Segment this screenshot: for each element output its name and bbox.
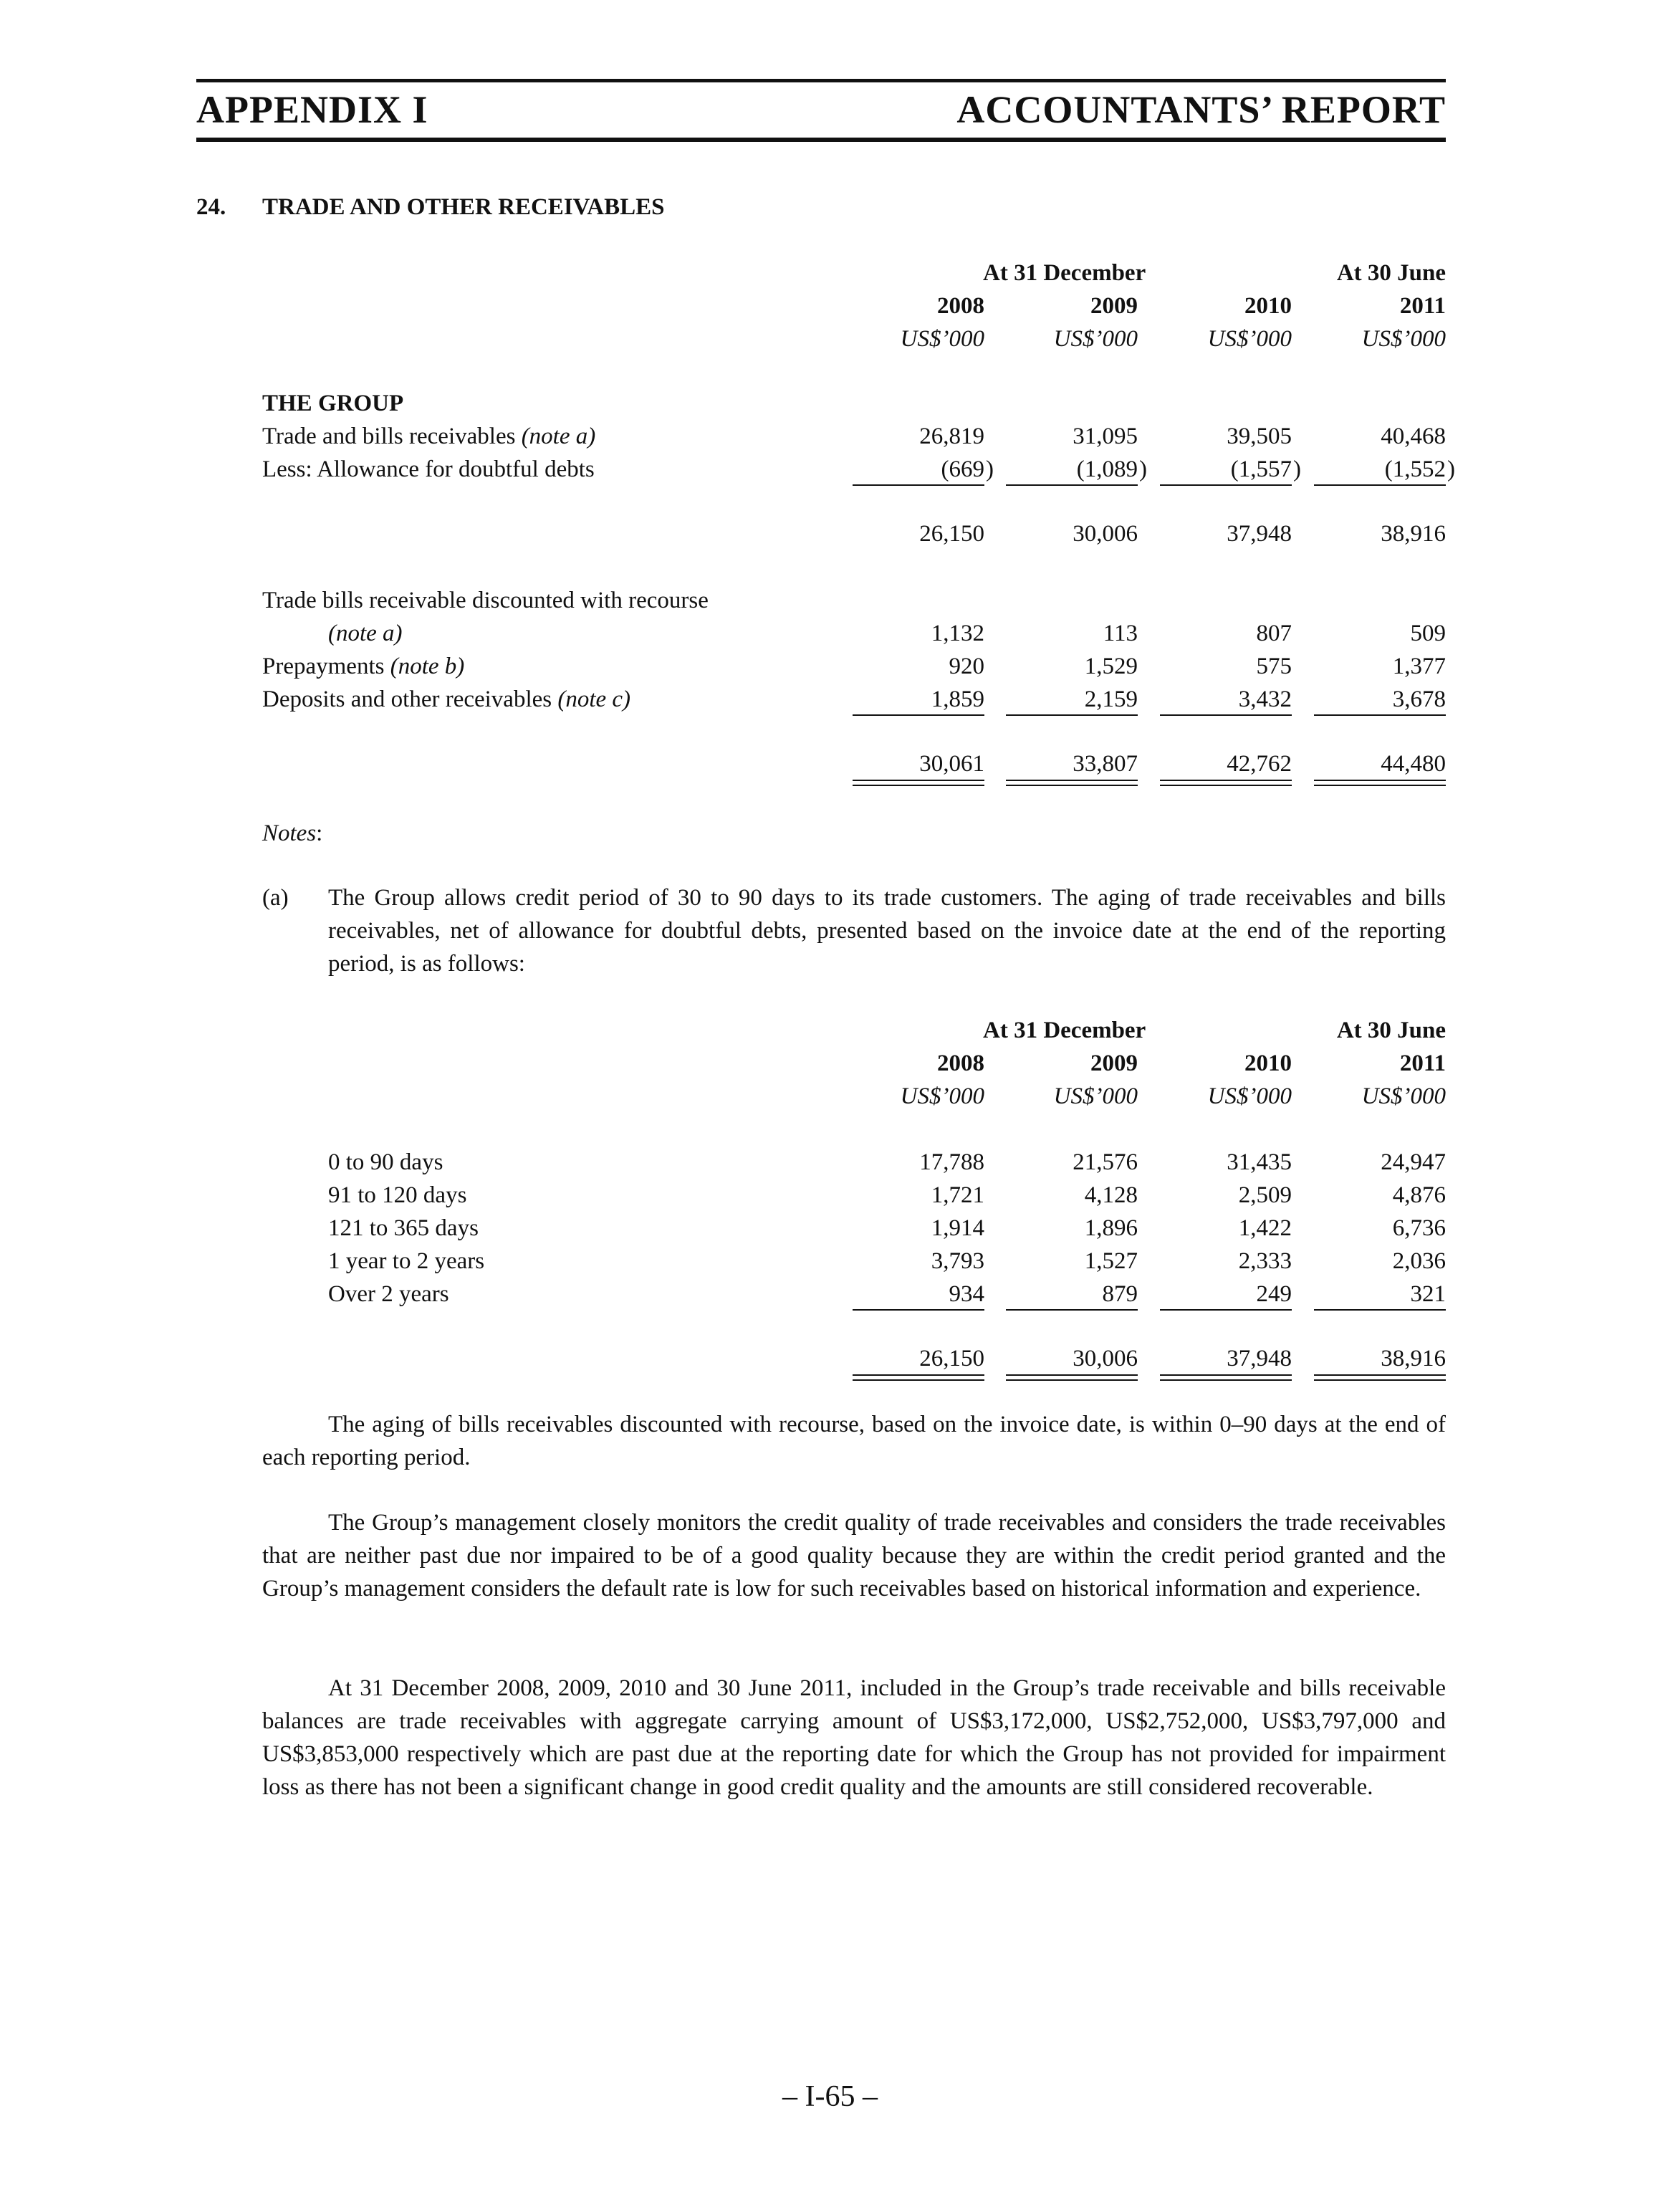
table-cell: 1,914 bbox=[931, 1215, 984, 1241]
double-underline bbox=[853, 780, 984, 786]
table-cell: 920 bbox=[949, 653, 984, 679]
closing-paren: ) bbox=[1293, 456, 1301, 482]
total-cell: 44,480 bbox=[1381, 751, 1446, 777]
year-header: 2009 bbox=[1090, 293, 1138, 319]
year-header: 2010 bbox=[1244, 293, 1292, 319]
table-cell: 3,678 bbox=[1392, 686, 1446, 712]
unit-header: US$’000 bbox=[1361, 326, 1446, 352]
table-cell: 509 bbox=[1410, 621, 1446, 646]
table-cell: 1,721 bbox=[931, 1182, 984, 1208]
underline bbox=[1006, 1309, 1138, 1311]
table-cell: 1,377 bbox=[1392, 653, 1446, 679]
underline bbox=[1314, 1309, 1446, 1311]
row-label: 121 to 365 days bbox=[328, 1215, 479, 1241]
table-cell: 1,422 bbox=[1238, 1215, 1292, 1241]
note-ref: (note c) bbox=[557, 686, 631, 712]
subtotal-cell: 26,150 bbox=[919, 521, 984, 547]
unit-header: US$’000 bbox=[1361, 1083, 1446, 1109]
table-cell: 2,333 bbox=[1238, 1248, 1292, 1274]
table-cell: 39,505 bbox=[1227, 423, 1292, 449]
table-cell: 1,527 bbox=[1084, 1248, 1138, 1274]
subtotal-cell: 37,948 bbox=[1227, 521, 1292, 547]
underline bbox=[853, 1309, 984, 1311]
table-cell: (669 bbox=[941, 456, 984, 482]
table-cell: (1,089 bbox=[1076, 456, 1138, 482]
underline bbox=[1314, 714, 1446, 716]
double-underline bbox=[1006, 780, 1138, 786]
underline bbox=[853, 484, 984, 486]
table-cell: 249 bbox=[1256, 1281, 1292, 1307]
group-header-december: At 31 December bbox=[983, 260, 1146, 286]
note-ref: (note a) bbox=[328, 621, 403, 646]
table-cell: 24,947 bbox=[1381, 1149, 1446, 1175]
double-underline bbox=[1006, 1374, 1138, 1381]
row-label bbox=[262, 650, 464, 683]
table-cell: 1,132 bbox=[931, 621, 984, 646]
total-cell: 37,948 bbox=[1227, 1346, 1292, 1371]
table-cell: 21,576 bbox=[1073, 1149, 1138, 1175]
row-label-text: Prepayments bbox=[262, 653, 385, 679]
paragraph-aging-bills: The aging of bills receivables discounted with recourse, based on the invoice date, is within 0–90 days at the end of each reporting period. bbox=[262, 1412, 1446, 1470]
double-underline bbox=[1160, 1374, 1292, 1381]
unit-header: US$’000 bbox=[900, 326, 984, 352]
table-cell: 1,859 bbox=[931, 686, 984, 712]
double-underline bbox=[1314, 1374, 1446, 1381]
section-number: 24. bbox=[196, 194, 226, 220]
total-cell: 30,006 bbox=[1073, 1346, 1138, 1371]
row-label bbox=[262, 683, 630, 716]
underline bbox=[853, 714, 984, 716]
section-title: TRADE AND OTHER RECEIVABLES bbox=[262, 194, 665, 220]
row-label: Less: Allowance for doubtful debts bbox=[262, 456, 595, 482]
total-cell: 26,150 bbox=[919, 1346, 984, 1371]
table-cell: 31,095 bbox=[1073, 423, 1138, 449]
header-appendix: APPENDIX I bbox=[196, 88, 428, 131]
group-header-december: At 31 December bbox=[983, 1018, 1146, 1043]
double-underline bbox=[1314, 780, 1446, 786]
row-label: 0 to 90 days bbox=[328, 1149, 443, 1175]
table-cell: (1,552 bbox=[1384, 456, 1446, 482]
note-a-text: The Group allows credit period of 30 to 90 days to its trade customers. The aging of trade receivables and bills receivables, net of allowance for doubtful debts, presented based on the invoice date at the end of the reporting period, is as follows: bbox=[328, 885, 1446, 977]
double-underline bbox=[853, 1374, 984, 1381]
unit-header: US$’000 bbox=[1053, 1083, 1138, 1109]
note-ref: (note a) bbox=[521, 423, 596, 449]
year-header: 2008 bbox=[937, 1050, 984, 1076]
table-cell: 26,819 bbox=[919, 423, 984, 449]
table-cell: 807 bbox=[1256, 621, 1292, 646]
total-cell: 38,916 bbox=[1381, 1346, 1446, 1371]
table-cell: 2,159 bbox=[1084, 686, 1138, 712]
table-cell: 321 bbox=[1410, 1281, 1446, 1307]
table-cell: 17,788 bbox=[919, 1149, 984, 1175]
row-label: 1 year to 2 years bbox=[328, 1248, 485, 1274]
year-header: 2008 bbox=[937, 293, 984, 319]
page-number: – I-65 – bbox=[782, 2080, 878, 2113]
table-cell: 879 bbox=[1102, 1281, 1138, 1307]
unit-header: US$’000 bbox=[1053, 326, 1138, 352]
table-cell: 6,736 bbox=[1392, 1215, 1446, 1241]
header-bottom-rule bbox=[196, 138, 1446, 142]
table-cell: 2,036 bbox=[1392, 1248, 1446, 1274]
closing-paren: ) bbox=[1139, 456, 1147, 482]
table-cell: 3,793 bbox=[931, 1248, 984, 1274]
table-cell: (1,557 bbox=[1230, 456, 1292, 482]
total-cell: 42,762 bbox=[1227, 751, 1292, 777]
table-cell: 575 bbox=[1256, 653, 1292, 679]
closing-paren: ) bbox=[1447, 456, 1455, 482]
table-cell: 1,529 bbox=[1084, 653, 1138, 679]
subtotal-cell: 38,916 bbox=[1381, 521, 1446, 547]
row-label-text: Deposits and other receivables bbox=[262, 686, 552, 712]
row-label-text: Trade and bills receivables bbox=[262, 423, 516, 449]
paragraph-past-due: At 31 December 2008, 2009, 2010 and 30 June 2011, included in the Group’s trade receivable and bills receivable balances are trade receivables with aggregate carrying amount of US$3,172,000, US$2,752,000, US$3,797,000 and US$3,853,000 respectively which are past due at the reporting date for which the Group has not provided for impairment loss as there has not been a significant change in good credit quality and the amounts are still considered recoverable. bbox=[262, 1675, 1446, 1800]
total-cell: 30,061 bbox=[919, 751, 984, 777]
table-cell: 113 bbox=[1103, 621, 1138, 646]
header-report-title: ACCOUNTANTS’ REPORT bbox=[956, 88, 1446, 131]
table-cell: 4,876 bbox=[1392, 1182, 1446, 1208]
table-cell: 934 bbox=[949, 1281, 984, 1307]
underline bbox=[1006, 484, 1138, 486]
notes-label bbox=[262, 817, 322, 850]
header-top-rule bbox=[196, 79, 1446, 82]
table-cell: 2,509 bbox=[1238, 1182, 1292, 1208]
unit-header: US$’000 bbox=[1207, 326, 1292, 352]
group-label: THE GROUP bbox=[262, 391, 404, 416]
row-label bbox=[262, 420, 595, 453]
year-header: 2011 bbox=[1399, 1050, 1446, 1076]
notes-label-text: Notes bbox=[262, 820, 317, 846]
year-header: 2009 bbox=[1090, 1050, 1138, 1076]
paragraph-credit-quality: The Group’s management closely monitors the credit quality of trade receivables and considers the trade receivables that are neither past due nor impaired to be of a good quality because they are within the credit period granted and the Group’s management considers the default rate is low for such receivables based on historical information and experience. bbox=[262, 1510, 1446, 1601]
table-cell: 3,432 bbox=[1238, 686, 1292, 712]
note-a-marker: (a) bbox=[262, 885, 289, 911]
table-cell: 4,128 bbox=[1084, 1182, 1138, 1208]
underline bbox=[1160, 1309, 1292, 1311]
row-label: 91 to 120 days bbox=[328, 1182, 467, 1208]
year-header: 2011 bbox=[1399, 293, 1446, 319]
row-label: Trade bills receivable discounted with recourse bbox=[262, 588, 709, 613]
total-cell: 33,807 bbox=[1073, 751, 1138, 777]
underline bbox=[1160, 484, 1292, 486]
underline bbox=[1006, 714, 1138, 716]
group-header-june: At 30 June bbox=[1336, 1018, 1446, 1043]
year-header: 2010 bbox=[1244, 1050, 1292, 1076]
closing-paren: ) bbox=[986, 456, 994, 482]
table-cell: 40,468 bbox=[1381, 423, 1446, 449]
notes-colon: : bbox=[316, 820, 323, 846]
underline bbox=[1160, 714, 1292, 716]
table-cell: 1,896 bbox=[1084, 1215, 1138, 1241]
underline bbox=[1314, 484, 1446, 486]
row-label: Over 2 years bbox=[328, 1281, 449, 1307]
note-ref: (note b) bbox=[390, 653, 465, 679]
double-underline bbox=[1160, 780, 1292, 786]
subtotal-cell: 30,006 bbox=[1073, 521, 1138, 547]
unit-header: US$’000 bbox=[900, 1083, 984, 1109]
group-header-june: At 30 June bbox=[1336, 260, 1446, 286]
table-cell: 31,435 bbox=[1227, 1149, 1292, 1175]
unit-header: US$’000 bbox=[1207, 1083, 1292, 1109]
